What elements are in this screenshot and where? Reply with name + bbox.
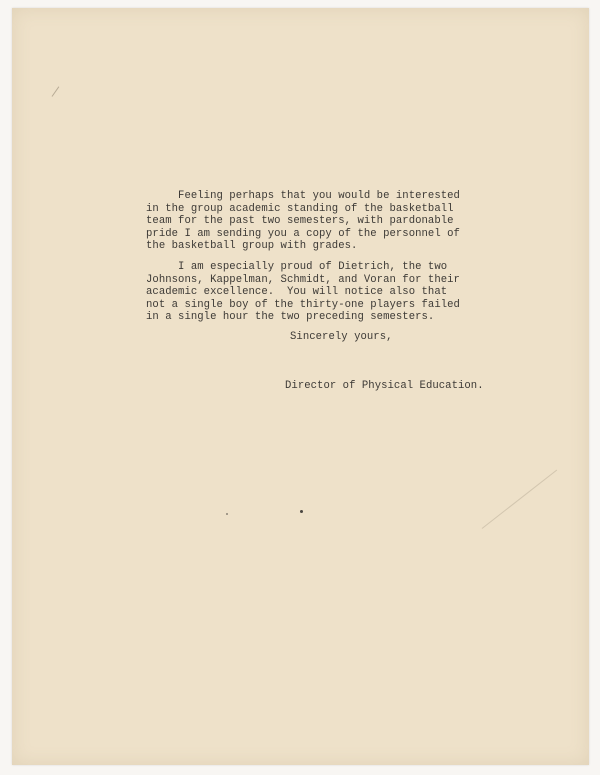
closing-salutation: Sincerely yours, [290,331,393,343]
paragraph-2-line-3: academic excellence. You will notice also that [146,286,448,299]
paragraph-1-line-5: the basketball group with grades. [146,240,358,253]
fold-crease [482,470,557,529]
ink-speck [300,510,303,513]
paragraph-1 [146,178,460,252]
paragraph-1-line-4: pride I am sending you a copy of the personnel of [146,227,460,240]
ink-speck [226,513,228,515]
paragraph-2-line-4: not a single boy of the thirty-one players failed [146,298,460,311]
paragraph-1-line-1: Feeling perhaps that you would be interested [146,190,460,203]
paragraph-2-line-1: I am especially proud of Dietrich, the two [146,261,448,274]
paragraph-1-line-3: team for the past two semesters, with pardonable [146,215,454,228]
paragraph-2 [146,249,460,323]
paragraph-2-line-2: Johnsons, Kappelman, Schmidt, and Voran for their [146,273,460,286]
pencil-mark [52,86,60,96]
signature-title: Director of Physical Education. [285,380,484,392]
paragraph-1-line-2: in the group academic standing of the basketball [146,202,454,215]
paragraph-2-line-5: in a single hour the two preceding semesters. [146,311,435,324]
